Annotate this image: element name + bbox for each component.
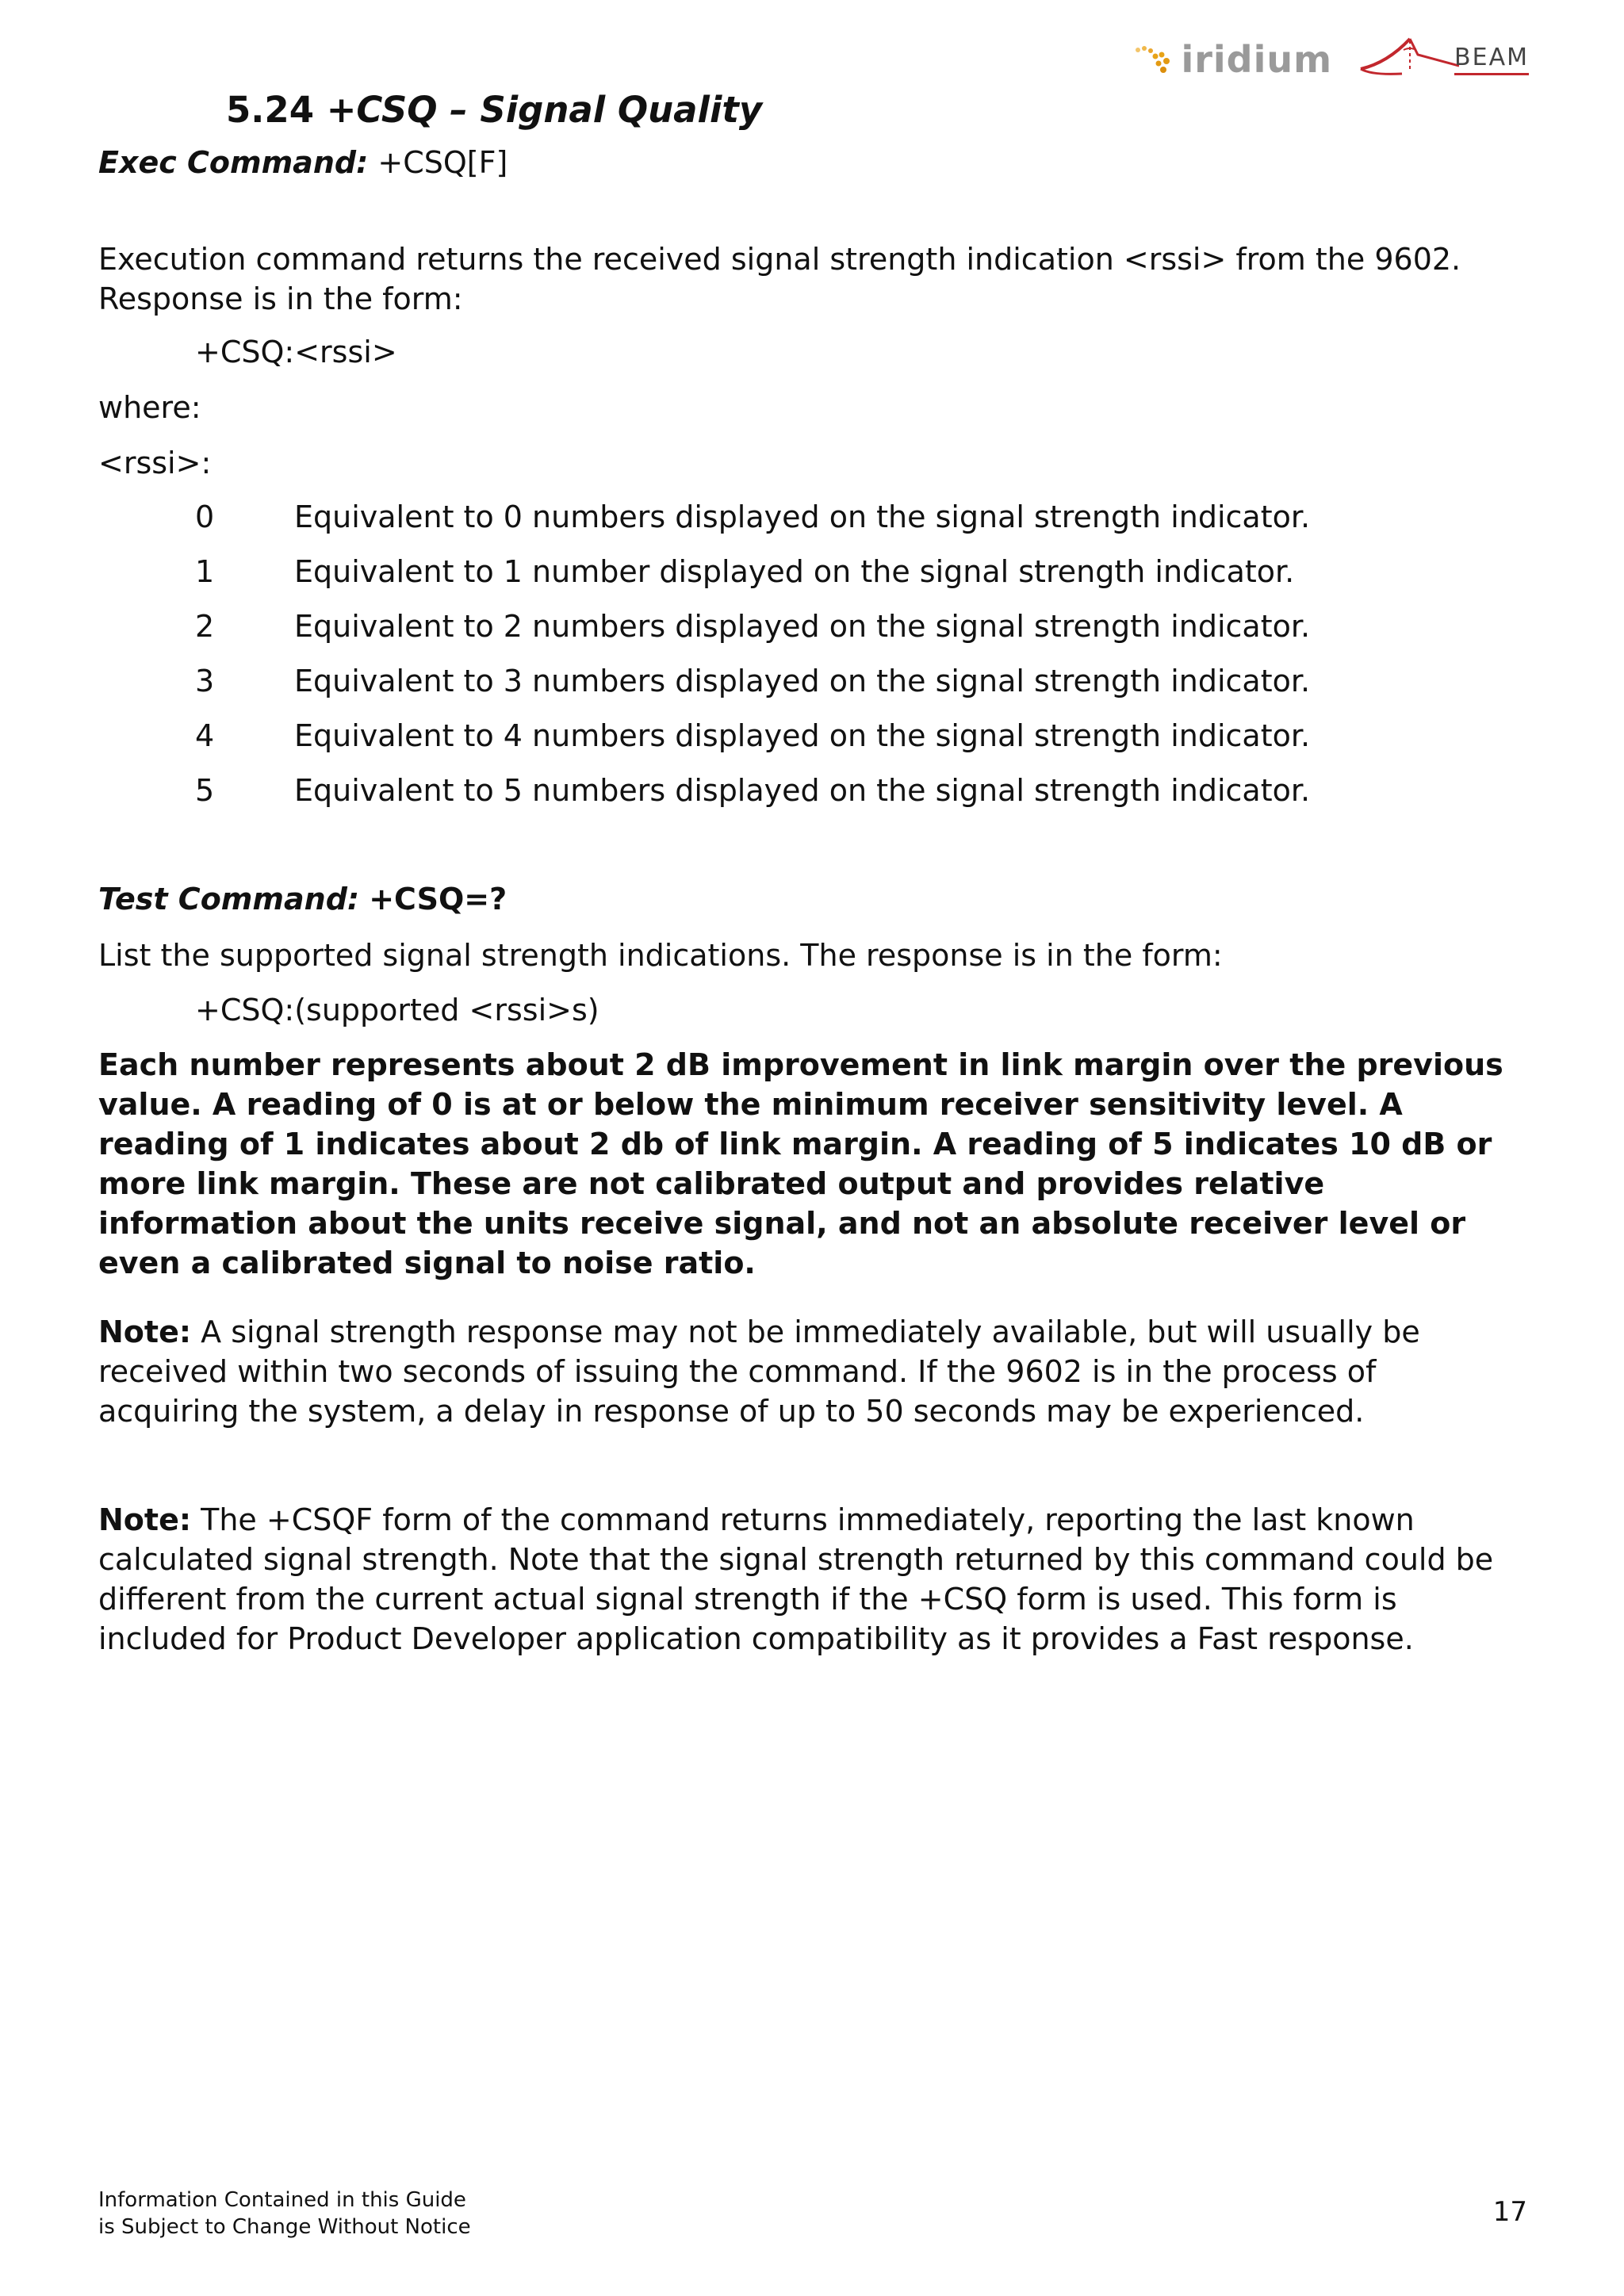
- rssi-row: [195, 499, 1310, 539]
- test-description: List the supported signal strength indications. The response is in the form:: [98, 938, 1223, 973]
- rssi-row: [195, 554, 1294, 594]
- rssi-value: 5: [195, 773, 215, 808]
- header-logos: [1135, 32, 1529, 87]
- section-title: [226, 89, 762, 131]
- rssi-value: 3: [195, 664, 215, 698]
- rssi-description: Equivalent to 2 numbers displayed on the signal strength indicator.: [294, 609, 1311, 644]
- note-paragraph: [98, 1312, 1526, 1431]
- rssi-description: Equivalent to 1 number displayed on the signal strength indicator.: [294, 554, 1295, 589]
- rssi-description: Equivalent to 4 numbers displayed on the signal strength indicator.: [294, 718, 1311, 753]
- rssi-label: <rssi>:: [98, 446, 212, 480]
- rssi-value: 0: [195, 499, 215, 534]
- exec-command-line: [98, 145, 1526, 180]
- note-label: Note:: [98, 1502, 192, 1537]
- iridium-logo: [1135, 38, 1332, 81]
- link-margin-explanation: Each number represents about 2 dB improvement in link margin over the previous value. A reading of 0 is at or below the minimum receiver sensitivity level. A reading of 1 indicates about 2 db of link margin. A reading of 5 indicates 10 dB or more link margin. These are not calibrated output and provides relative information about the units receive signal, and not an absolute receiver level or even a calibrated signal to noise ratio.: [98, 1047, 1503, 1280]
- beam-logo-text: BEAM: [1454, 44, 1529, 75]
- note-paragraph: [98, 1500, 1526, 1659]
- footer-disclaimer: [98, 2187, 471, 2241]
- page-number: 17: [1492, 2196, 1527, 2228]
- iridium-logo-text: iridium: [1181, 38, 1333, 81]
- rssi-row: [195, 609, 1310, 649]
- note-text: The +CSQF form of the command returns immediately, reporting the last known calculated signal strength. Note that the signal strength returned by this command could be different from the current actual signal strength if the +CSQ form is used. This form is included for Product Developer application compatibility as it provides a Fast response.: [98, 1502, 1494, 1656]
- test-response-form: +CSQ:(supported <rssi>s): [195, 993, 599, 1027]
- beam-antenna-icon: [1356, 34, 1459, 85]
- rssi-value: 2: [195, 609, 215, 644]
- section-title-text: +CSQ – Signal Quality: [326, 89, 763, 131]
- response-form: +CSQ:<rssi>: [195, 335, 397, 369]
- where-label: where:: [98, 390, 201, 425]
- footer-line-2: is Subject to Change Without Notice: [98, 2215, 471, 2239]
- test-command-value: +CSQ=?: [369, 882, 508, 916]
- rssi-row: [195, 664, 1310, 703]
- footer-line-1: Information Contained in this Guide: [98, 2188, 466, 2212]
- rssi-description: Equivalent to 3 numbers displayed on the signal strength indicator.: [294, 664, 1311, 698]
- rssi-row: [195, 773, 1310, 813]
- rssi-value: 4: [195, 718, 215, 753]
- test-command-label: Test Command:: [98, 882, 360, 916]
- rssi-description: Equivalent to 0 numbers displayed on the signal strength indicator.: [294, 499, 1311, 534]
- exec-command-label: Exec Command:: [98, 145, 369, 180]
- beam-logo: [1356, 34, 1529, 85]
- rssi-value: 1: [195, 554, 215, 589]
- test-command-line: [98, 882, 1526, 916]
- note-label: Note:: [98, 1314, 192, 1349]
- section-number: 5.24: [226, 89, 315, 131]
- iridium-dots-icon: [1135, 44, 1173, 75]
- exec-description: Execution command returns the received signal strength indication <rssi> from the 9602. Response is in the form:: [98, 242, 1461, 316]
- rssi-description: Equivalent to 5 numbers displayed on the signal strength indicator.: [294, 773, 1311, 808]
- note-text: A signal strength response may not be immediately available, but will usually be received within two seconds of issuing the command. If the 9602 is in the process of acquiring the system, a delay in response of up to 50 seconds may be experienced.: [98, 1314, 1420, 1429]
- exec-command-value: +CSQ[F]: [377, 145, 508, 180]
- rssi-row: [195, 718, 1310, 758]
